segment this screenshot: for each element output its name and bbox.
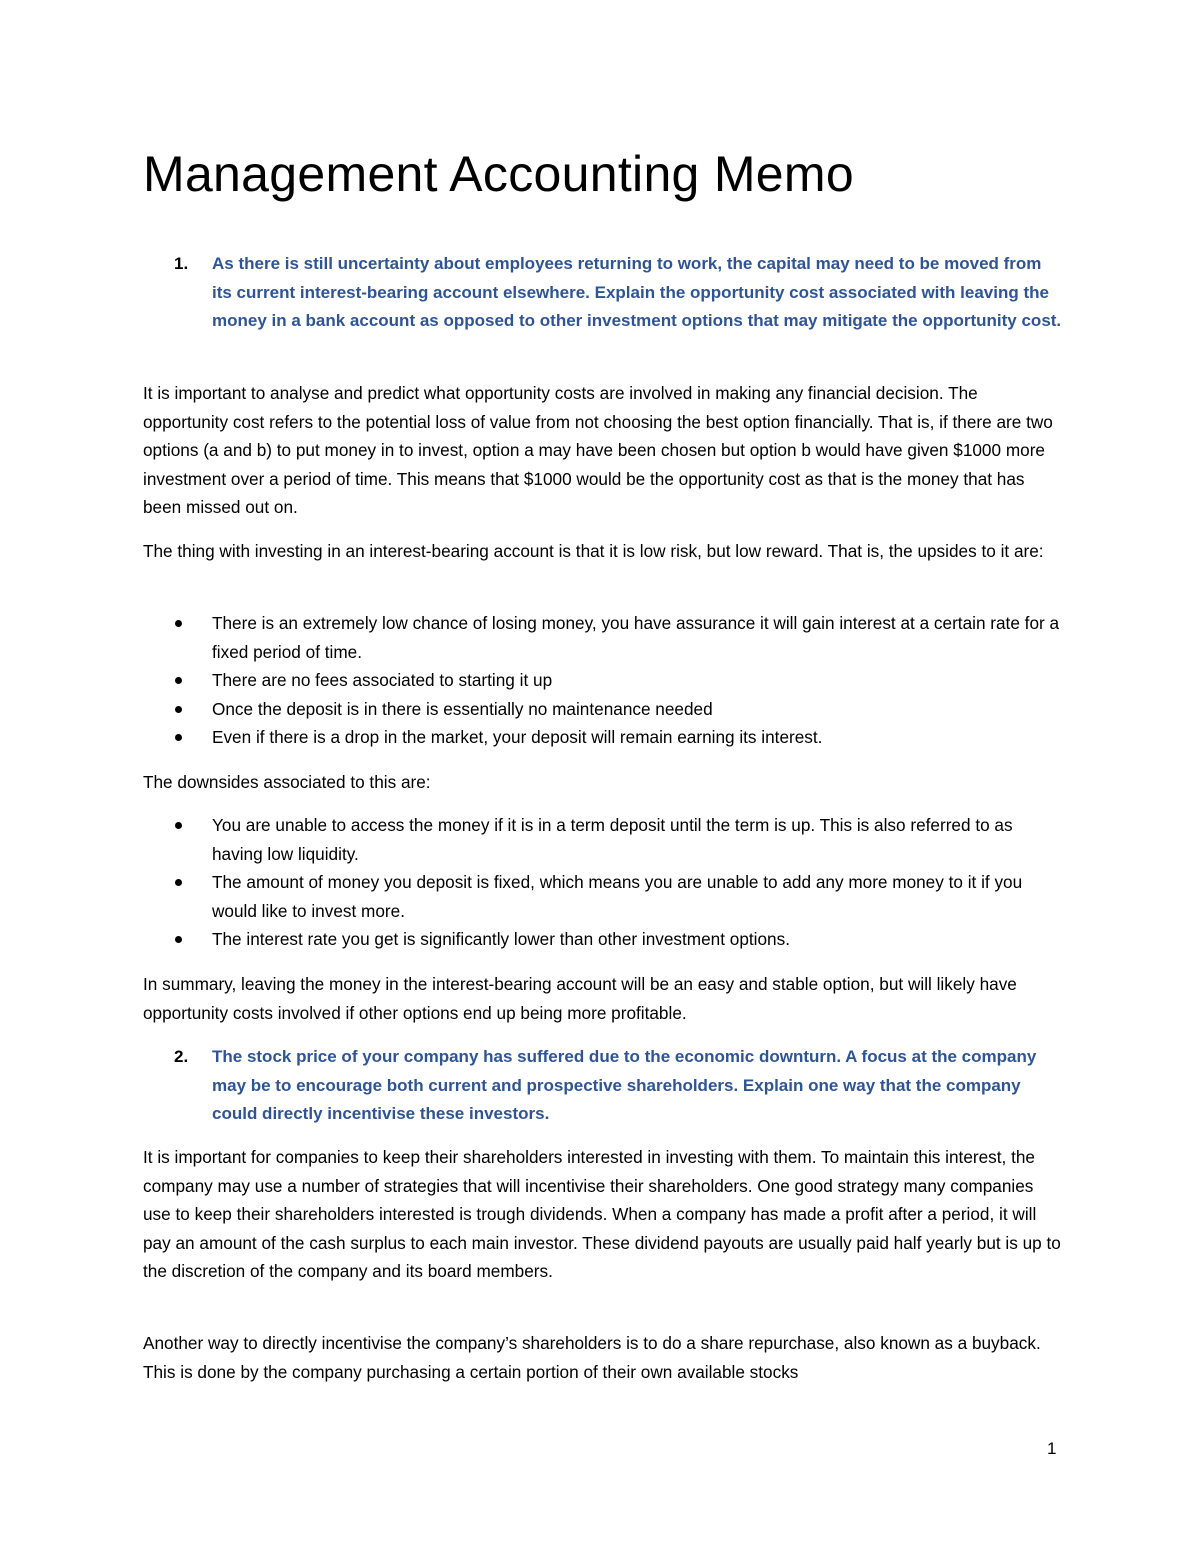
list-item-text: You are unable to access the money if it is in a term deposit until the term is up. This is also referred to as having low liquidity. <box>212 815 1013 864</box>
question-2-number: 2. <box>174 1047 189 1066</box>
answer-1-paragraph-3: The downsides associated to this are: <box>143 772 431 792</box>
upsides-list <box>212 609 1062 752</box>
question-1-text: As there is still uncertainty about employees returning to work, the capital may need to be moved from its current interest-bearing account elsewhere. Explain the opportunity cost associated with leaving the money in a bank account as opposed to other investment options that may mitigate the opportunity cost. <box>212 254 1062 331</box>
answer-1-paragraph-2: The thing with investing in an interest-bearing account is that it is low risk, but low reward. That is, the upsides to it are: <box>143 541 1044 561</box>
list-item-text: There is an extremely low chance of losing money, you have assurance it will gain interest at a certain rate for a fixed period of time. <box>212 613 1060 662</box>
list-item-text: Once the deposit is in there is essentially no maintenance needed <box>212 698 713 719</box>
bullet-icon <box>175 936 182 943</box>
list-item <box>212 925 1062 954</box>
question-2 <box>174 1043 1062 1129</box>
page-number: 1 <box>1047 1439 1057 1458</box>
bullet-icon <box>175 706 182 713</box>
list-item <box>212 666 1062 695</box>
question-1-number: 1. <box>174 254 189 273</box>
document-title: Management Accounting Memo <box>143 146 854 202</box>
list-item <box>212 723 1062 752</box>
bullet-icon <box>175 677 182 684</box>
bullet-icon <box>175 734 182 741</box>
bullet-icon <box>175 879 182 886</box>
list-item-text: The amount of money you deposit is fixed, which means you are unable to add any more money to it if you would like to invest more. <box>212 872 1023 921</box>
answer-1-paragraph-4: In summary, leaving the money in the interest-bearing account will be an easy and stable option, but will likely have opportunity costs involved if other options end up being more profitable. <box>143 974 1017 1023</box>
answer-2-paragraph-1: It is important for companies to keep their shareholders interested in investing with them. To maintain this interest, the company may use a number of strategies that will incentivise their shareholders. One good strategy many companies use to keep their shareholders interested is trough dividends. When a company has made a profit after a period, it will pay an amount of the cash surplus to each main investor. These dividend payouts are usually paid half yearly but is up to the discretion of the company and its board members. <box>143 1147 1061 1282</box>
answer-2-paragraph-2: Another way to directly incentivise the company’s shareholders is to do a share repurchase, also known as a buyback. This is done by the company purchasing a certain portion of their own available stocks <box>143 1333 1041 1382</box>
list-item <box>212 695 1062 724</box>
list-item <box>212 868 1062 925</box>
bullet-icon <box>175 822 182 829</box>
question-2-text: The stock price of your company has suffered due to the economic downturn. A focus at the company may be to encourage both current and prospective shareholders. Explain one way that the company could directly incentivise these investors. <box>212 1047 1037 1124</box>
list-item <box>212 811 1062 868</box>
bullet-icon <box>175 620 182 627</box>
list-item <box>212 609 1062 666</box>
list-item-text: Even if there is a drop in the market, your deposit will remain earning its interest. <box>212 727 823 748</box>
downsides-list <box>212 811 1062 954</box>
list-item-text: The interest rate you get is significantly lower than other investment options. <box>212 929 790 950</box>
list-item-text: There are no fees associated to starting it up <box>212 670 553 691</box>
answer-1-paragraph-1: It is important to analyse and predict what opportunity costs are involved in making any financial decision. The opportunity cost refers to the potential loss of value from not choosing the best option financially. That is, if there are two options (a and b) to put money in to invest, option a may have been chosen but option b would have given $1000 more investment over a period of time. This means that $1000 would be the opportunity cost as that is the money that has been missed out on. <box>143 383 1053 518</box>
question-1 <box>174 250 1062 336</box>
